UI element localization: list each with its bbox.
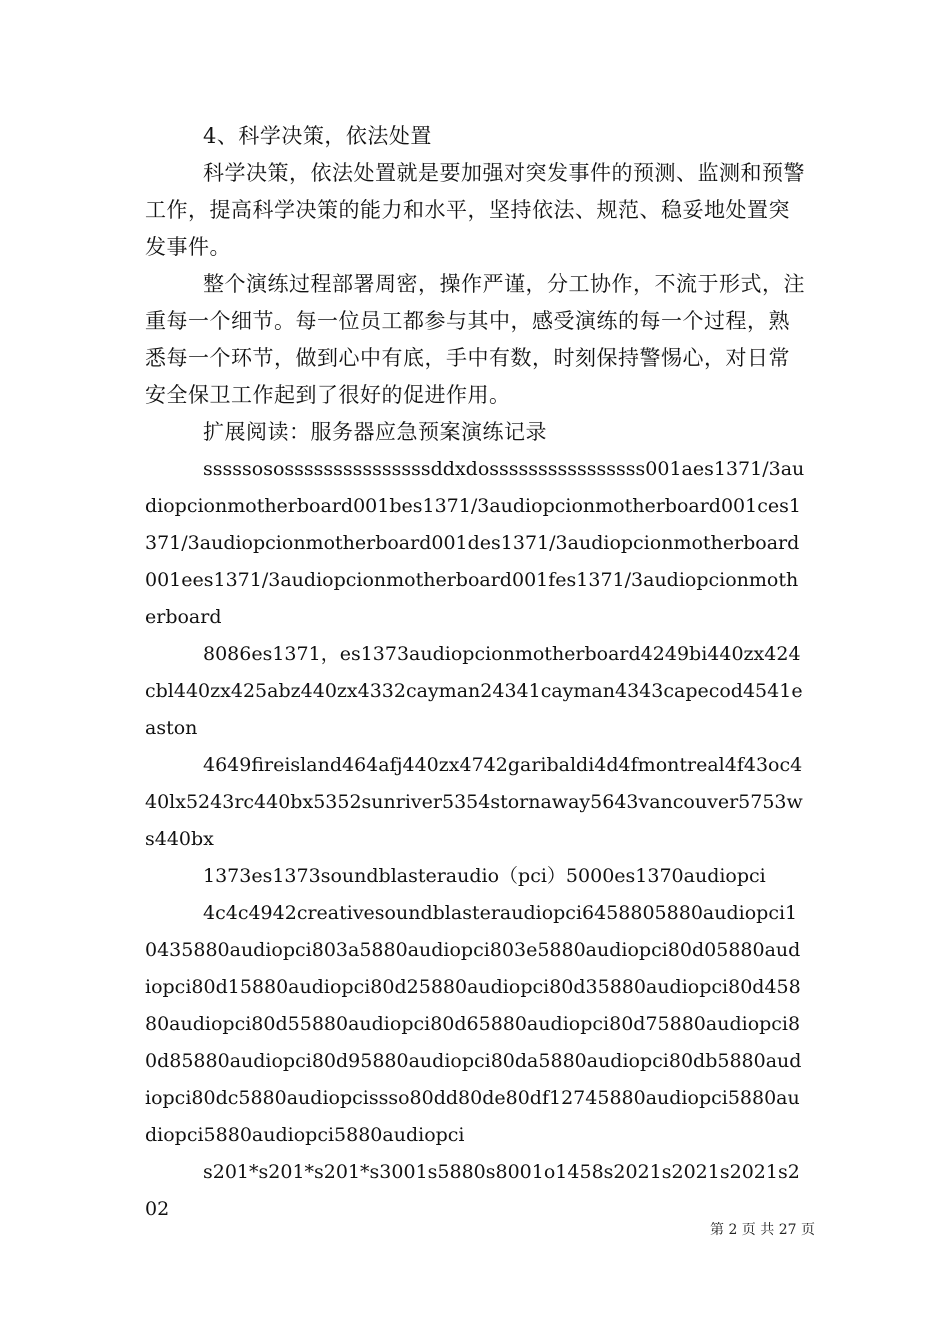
paragraph-decision: 科学决策，依法处置就是要加强对突发事件的预测、监测和预警工作，提高科学决策的能力和水平，坚持依法、规范、稳妥地处置突发事件。 [145,161,805,259]
extended-reading-heading: 扩展阅读：服务器应急预案演练记录 [203,420,547,444]
page-number-footer: 第 2 页 共 27 页 [710,1222,815,1238]
section-heading: 4、科学决策，依法处置 [203,124,432,148]
paragraph-drill-summary: 整个演练过程部署周密，操作严谨，分工协作，不流于形式，注重每一个细节。每一位员工都参与其中，感受演练的每一个过程，熟悉每一个环节，做到心中有底，手中有数，时刻保持警惕心，对日常安全保卫工作起到了很好的促进作用。 [145,272,805,407]
code-paragraph-5: 4c4c4942creativesoundblasteraudiopci6458805880audiopci10435880audiopci803a5880audiopci803e5880audiopci80d05880audiopci80d15880audiopci80d25880audiopci80d35880audiopci80d45880audiopci80d55880audiopci80d65880audiopci80d75880audiopci80d85880audiopci80d95880audiopci80da5880audiopci80db5880audiopci80dc5880audiopcissso80dd80de80df12745880audiopci5880audiopci5880audiopci5880audiopci [145,902,802,1146]
code-paragraph-1: sssssososssssssssssssssddxdossssssssssssssss001aes1371/3audiopcionmotherboard001bes1371/3audiopcionmotherboard001ces1371/3audiopcionmotherboard001des1371/3audiopcionmotherboard001ees1371/3audiopcionmotherboard001fes1371/3audiopcionmotherboard [145,458,805,628]
code-paragraph-4: 1373es1373soundblasteraudio（pci）5000es1370audiopci [203,865,766,887]
code-paragraph-6: s201*s201*s201*s3001s5880s8001o1458s2021s2021s2021s202 [145,1161,800,1220]
code-paragraph-3: 4649fireisland464afj440zx4742garibaldi4d4fmontreal4f43oc440lx5243rc440bx5352sunriver5354stornaway5643vancouver5753ws440bx [145,754,803,850]
code-paragraph-2: 8086es1371，es1373audiopcionmotherboard4249bi440zx424cbl440zx425abz440zx4332cayman24341cayman4343capecod4541easton [145,643,803,739]
